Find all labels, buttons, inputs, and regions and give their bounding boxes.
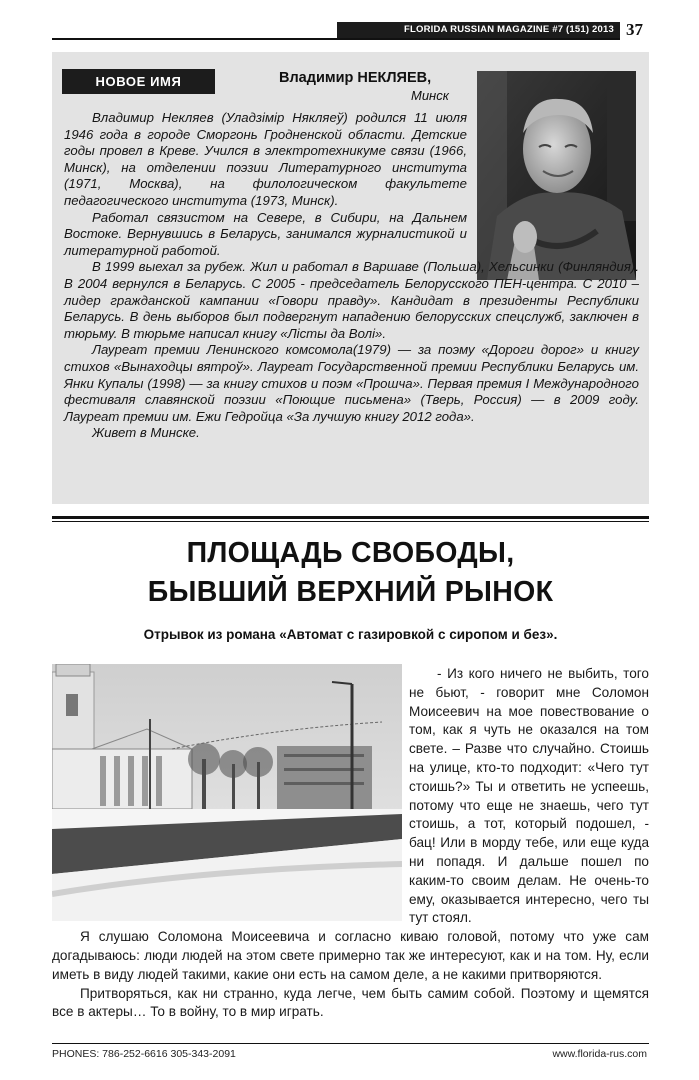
article-subtitle: Отрывок из романа «Автомат с газировкой с сиропом и без».: [143, 627, 558, 642]
article-paragraph: - Из кого ничего не выбить, того не бьют, - говорит мне Соломон Моисеевич на мое повествование о том, как я чуть не оказался на том свете. – Разве что случайно. Стоишь на улице, кто-то подходит: «Чего тут стоишь?» Ты и ответить не успеешь, потому что еще не знаешь, чего тут стоишь, а тот, который подошел, - бац! Или в морду тебе, или еще куда ни попадя. И дальше пошел по каким-то своим делам. Не очень-то ему, оказывается интересно, чего ты тут стоял.: [409, 666, 649, 926]
page-header: [52, 20, 648, 40]
title-line: ПЛОЩАДЬ СВОБОДЫ,: [186, 537, 515, 569]
article-body: [52, 665, 649, 1022]
author-bio: [64, 110, 639, 442]
author-city: Минск: [411, 88, 449, 103]
article-paragraph: Я слушаю Соломона Моисеевича и согласно киваю головой, потому что уже сам догадываюсь: люди людей на этом свете примерно так же интересуют, как и на том. Ну, если иметь в виду людей такими, какие они есть на самом деле, а не какими притворяются.: [52, 929, 649, 982]
bio-paragraph: Лауреат премии Ленинского комсомола(1979) — за поэму «Дороги дорог» и книгу стихов «Вынаходцы вятроў». Лауреат Государственной премии Республики Беларусь им. Янки Купалы (1998) — за книгу стихов и поэм «Прошча». Первая премия I Международного фестиваля славянской поэзии «Поющие письмена» (Тверь, Россия) — в 2009 году. Лауреат премии им. Ежи Гедройца «За лучшую книгу 2012 года».: [64, 342, 639, 424]
footer-rule: [52, 1043, 649, 1044]
bio-paragraph: Владимир Некляев (Уладзімір Някляеў) родился 11 июля 1946 года в городе Сморгонь Гродненской области. Детские годы провел в Креве. Учился в электротехникуме связи (1966, Минск), на отделении поэзии Литературного института (1971, Москва), на филологическом факультете педагогического института (1973, Минск).: [64, 110, 467, 208]
title-line: БЫВШИЙ ВЕРХНИЙ РЫНОК: [147, 576, 554, 608]
article-paragraph: Притворяться, как ни странно, куда легче, чем быть самим собой. Поэтому и щемятся все в актеры… То в войну, то в мир играть.: [52, 985, 649, 1020]
footer-website[interactable]: www.florida-rus.com: [552, 1048, 647, 1060]
section-divider: [52, 516, 649, 519]
bio-paragraph: В 1999 выехал за рубеж. Жил и работал в Варшаве (Польша), Хельсинки (Финляндия). В 2004 вернулся в Беларусь. С 2005 - председатель Белорусского ПЕН-центра. С 2010 – лидер гражданской кампании «Говори правду». Кандидат в президенты Республики Беларусь. В день выборов был подвергнут нападению белорусских спецслужб, заключен в тюрьму. В тюрьме написал книгу «Лісты да Волі».: [64, 259, 639, 341]
header-rule: [52, 38, 620, 40]
article-title: [52, 534, 649, 612]
magazine-title: FLORIDA RUSSIAN MAGAZINE #7 (151) 2013: [337, 22, 620, 38]
section-badge: НОВОЕ ИМЯ: [62, 69, 215, 94]
footer-phones: PHONES: 786-252-6616 305-343-2091: [52, 1048, 236, 1060]
section-divider-thin: [52, 521, 649, 522]
author-name: Владимир НЕКЛЯЕВ,: [279, 70, 432, 86]
new-name-sidebar: [52, 52, 649, 504]
bio-paragraph: Работал связистом на Севере, в Сибири, на Дальнем Востоке. Вернувшись в Беларусь, занимался журналистикой и литературной работой.: [64, 209, 467, 258]
bio-paragraph: Живет в Минске.: [92, 425, 200, 441]
page-number: 37: [626, 20, 643, 39]
